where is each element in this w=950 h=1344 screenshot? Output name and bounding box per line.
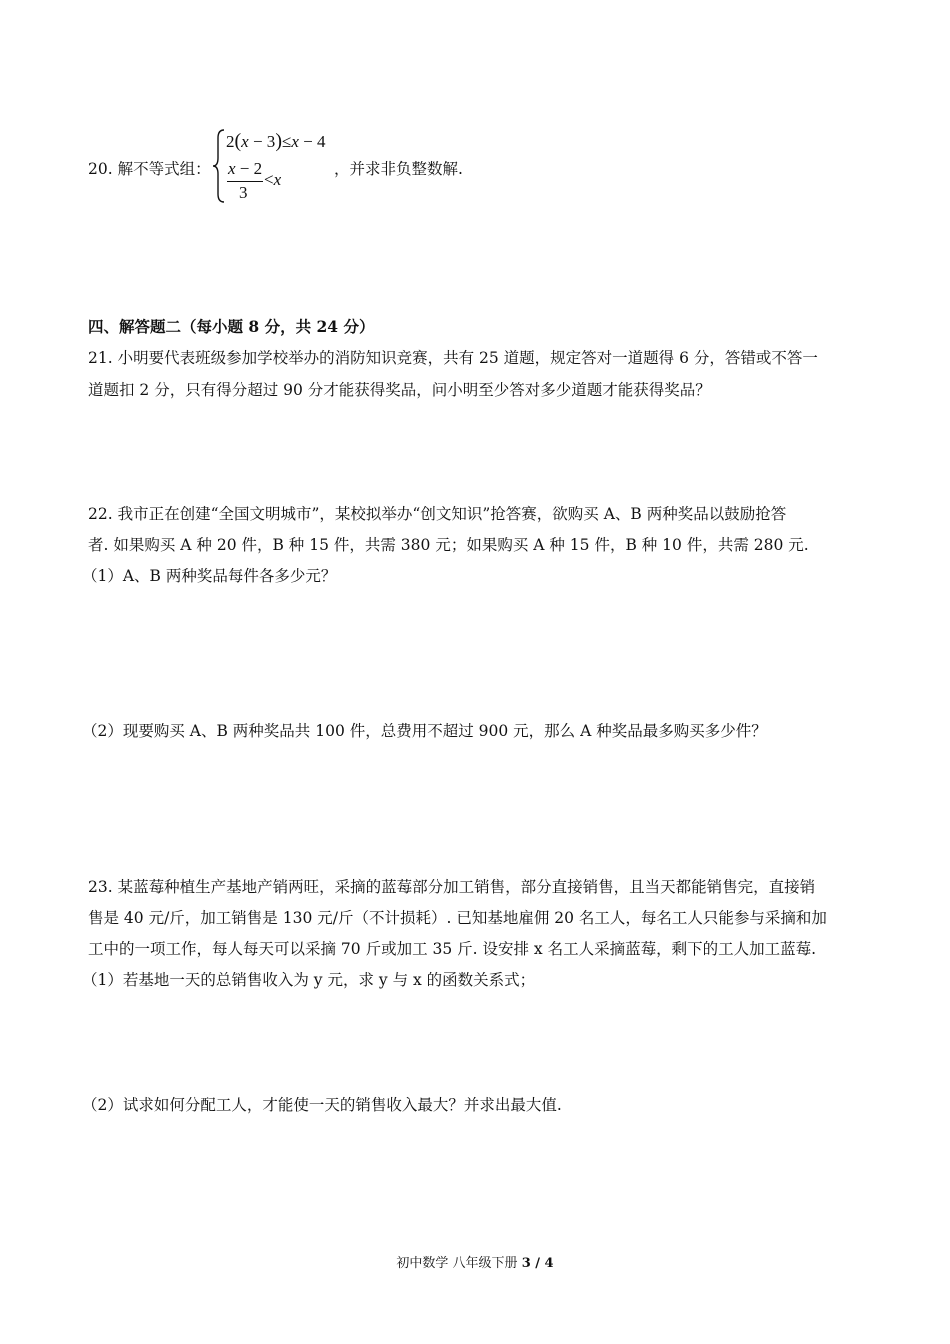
q21-line-1: 21. 小明要代表班级参加学校举办的消防知识竞赛，共有 25 道题，规定答对一道题得 6 分，答错或不答一 xyxy=(88,349,818,367)
eq1-leq: ≤ xyxy=(281,132,292,151)
eq1-paren-close: ) xyxy=(275,130,282,152)
eq1-minus3: − 3 xyxy=(248,132,276,151)
q23-line-3: 工中的一项工作，每人每天可以采摘 70 斤或加工 35 斤. 设安排 x 名工人采摘蓝莓，剩下的工人加工蓝莓. xyxy=(88,940,817,958)
q20-inequality-2-numerator xyxy=(228,159,262,179)
footer-title: 初中数学 八年级下册 xyxy=(396,1256,522,1271)
q22-line-2: 者. 如果购买 A 种 20 件，B 种 15 件，共需 380 元；如果购买 A 种 15 件，B 种 10 件，共需 280 元. xyxy=(88,536,809,554)
q21-line-2: 道题扣 2 分，只有得分超过 90 分才能获得奖品，问小明至少答对多少道题才能获得奖品？ xyxy=(88,381,711,399)
q23-part-2: （2）试求如何分配工人，才能使一天的销售收入最大？并求出最大值. xyxy=(82,1096,562,1114)
q23-part-1: （1）若基地一天的总销售收入为 y 元，求 y 与 x 的函数关系式； xyxy=(82,971,536,989)
eq1-paren-open: ( xyxy=(234,130,242,152)
eq2-fraction-bar xyxy=(227,181,263,182)
q22-part-1: （1）A、B 两种奖品每件各多少元？ xyxy=(82,567,337,585)
q22-part-2: （2）现要购买 A、B 两种奖品共 100 件，总费用不超过 900 元，那么 A 种奖品最多购买多少件？ xyxy=(82,722,767,740)
eq2-lt: < xyxy=(264,170,274,189)
left-brace-icon xyxy=(212,128,226,204)
eq1-coef: 2 xyxy=(226,132,235,151)
eq2-rhs xyxy=(264,170,281,190)
eq1-var: x xyxy=(241,132,249,151)
eq2-num: − 2 xyxy=(235,159,263,178)
q23-line-2: 售是 40 元/斤，加工销售是 130 元/斤（不计损耗）. 已知基地雇佣 20 名工人，每名工人只能参与采摘和加 xyxy=(88,909,827,927)
q20-label: 20. 解不等式组： xyxy=(88,160,211,178)
eq2-num-var: x xyxy=(228,159,236,178)
eq1-rhs-var: x xyxy=(291,132,299,151)
q20-suffix: ，并求非负整数解. xyxy=(334,160,463,178)
q20-inequality-1 xyxy=(226,130,325,153)
q23-line-1: 23. 某蓝莓种植生产基地产销两旺，采摘的蓝莓部分加工销售，部分直接销售，且当天都能销售完，直接销 xyxy=(88,878,816,896)
section-4-title: 四、解答题二（每小题 8 分，共 24 分） xyxy=(88,317,375,336)
eq1-rhs: − 4 xyxy=(298,132,326,151)
page-number: 3 / 4 xyxy=(521,1256,554,1271)
q22-line-1: 22. 我市正在创建“全国文明城市”，某校拟举办“创文知识”抢答赛，欲购买 A、B 两种奖品以鼓励抢答 xyxy=(88,505,787,523)
eq2-denominator: 3 xyxy=(239,183,248,202)
page-footer xyxy=(0,1252,950,1271)
eq2-rhs-var: x xyxy=(273,170,282,189)
